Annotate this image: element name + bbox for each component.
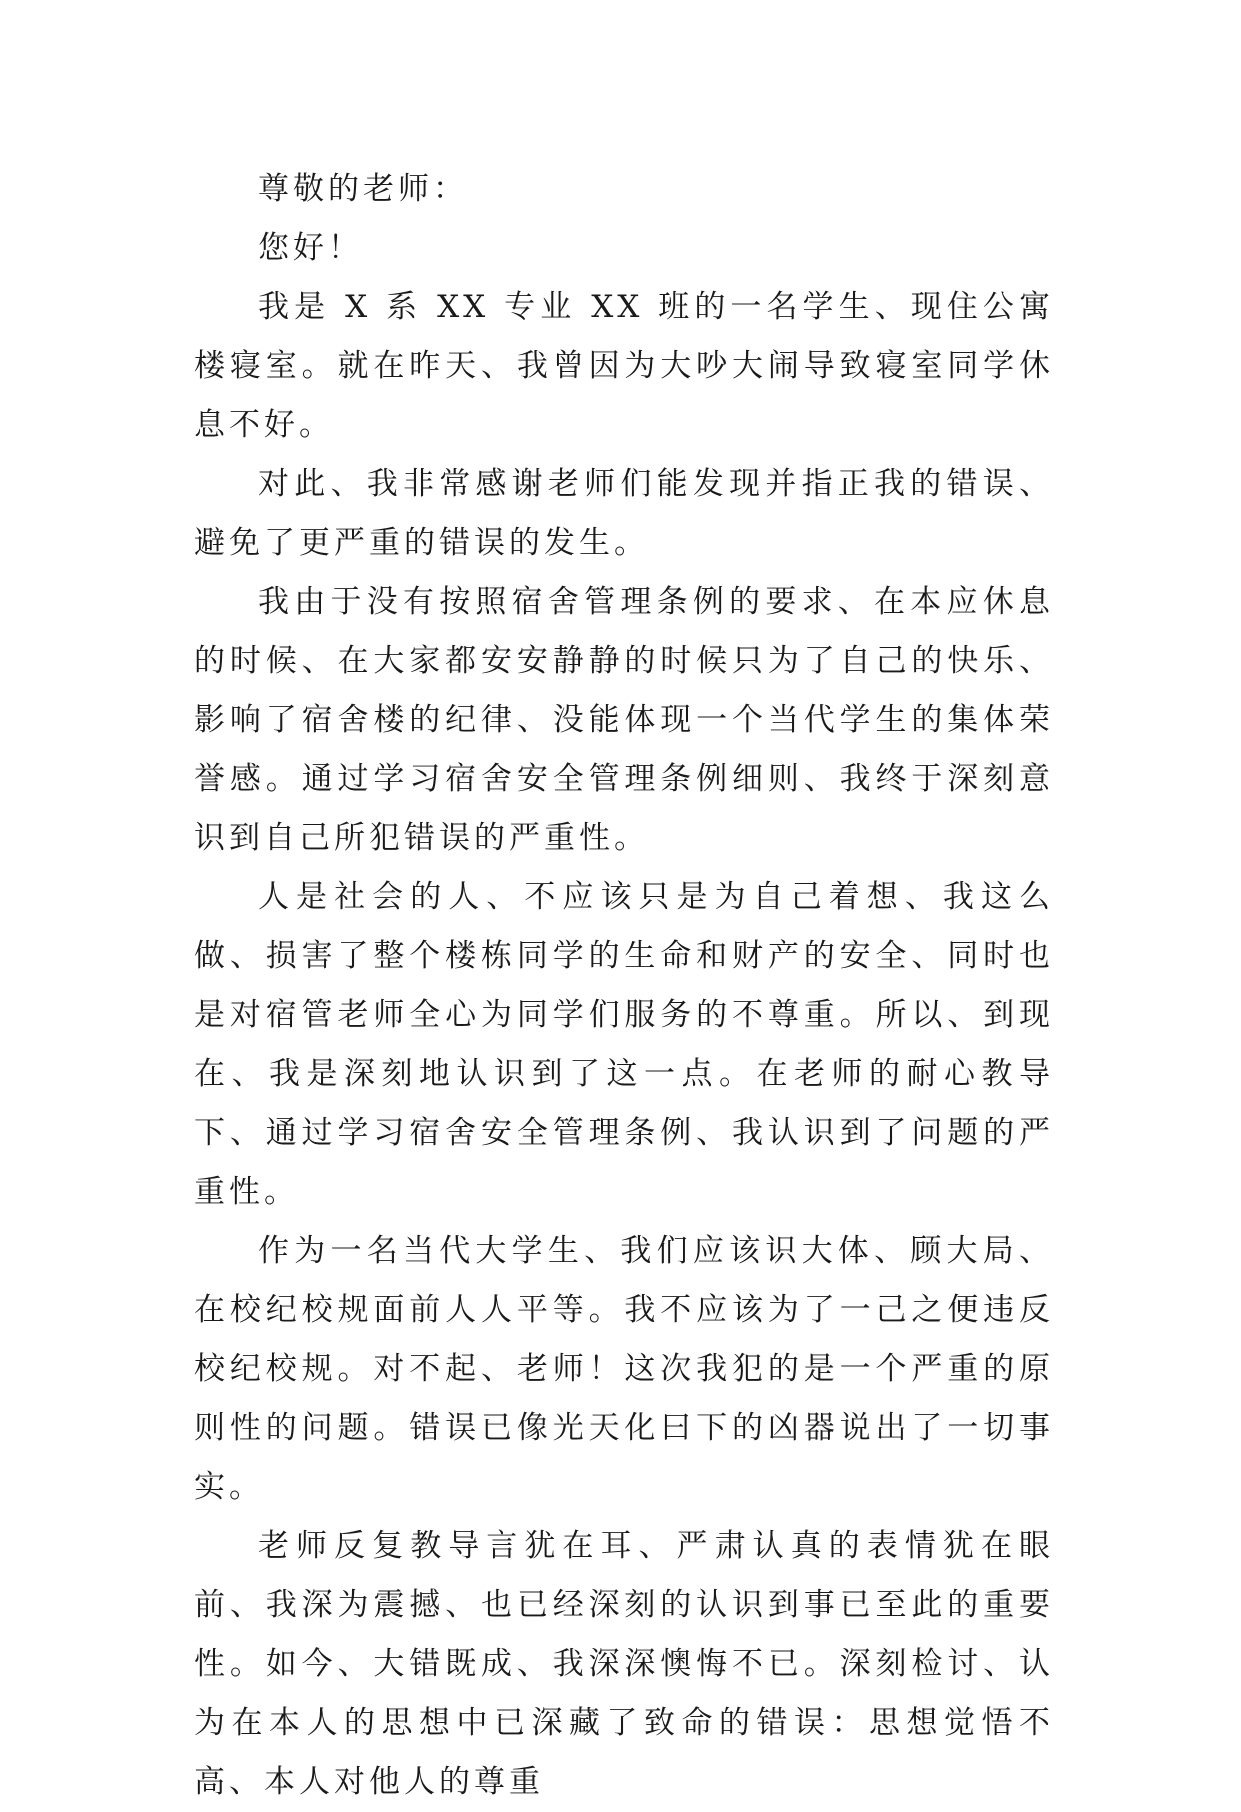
paragraph-5: 作为一名当代大学生、我们应该识大体、顾大局、在校纪校规面前人人平等。我不应该为了一己之便违反校纪校规。对不起、老师！这次我犯的是一个严重的原则性的问题。错误已像光天化曰下的凶器说出了一切事实。 [194,1233,1054,1505]
paragraph-3: 我由于没有按照宿舍管理条例的要求、在本应休息的时候、在大家都安安静静的时候只为了自己的快乐、影响了宿舍楼的纪律、没能体现一个当代学生的集体荣誉感。通过学习宿舍安全管理条例细则、我终于深刻意识到自己所犯错误的严重性。 [194,584,1054,856]
paragraph-4: 人是社会的人、不应该只是为自己着想、我这么做、损害了整个楼栋同学的生命和财产的安全、同时也是对宿管老师全心为同学们服务的不尊重。所以、到现在、我是深刻地认识到了这一点。在老师的耐心教导下、通过学习宿舍安全管理条例、我认识到了问题的严重性。 [194,879,1054,1210]
paragraph-1: 我是 X 系 XX 专业 XX 班的一名学生、现住公寓楼寝室。就在昨天、我曾因为大吵大闹导致寝室同学休息不好。 [194,289,1054,443]
paragraph-2: 对此、我非常感谢老师们能发现并指正我的错误、避免了更严重的错误的发生。 [194,466,1054,561]
letter-body [194,160,1054,1812]
paragraph-6: 老师反复教导言犹在耳、严肃认真的表情犹在眼前、我深为震撼、也已经深刻的认识到事已至此的重要性。如今、大错既成、我深深懊悔不已。深刻检讨、认为在本人的思想中已深藏了致命的错误：思想觉悟不高、本人对他人的尊重 [194,1528,1054,1800]
greeting: 您好！ [258,230,363,266]
salutation: 尊敬的老师： [258,171,468,207]
